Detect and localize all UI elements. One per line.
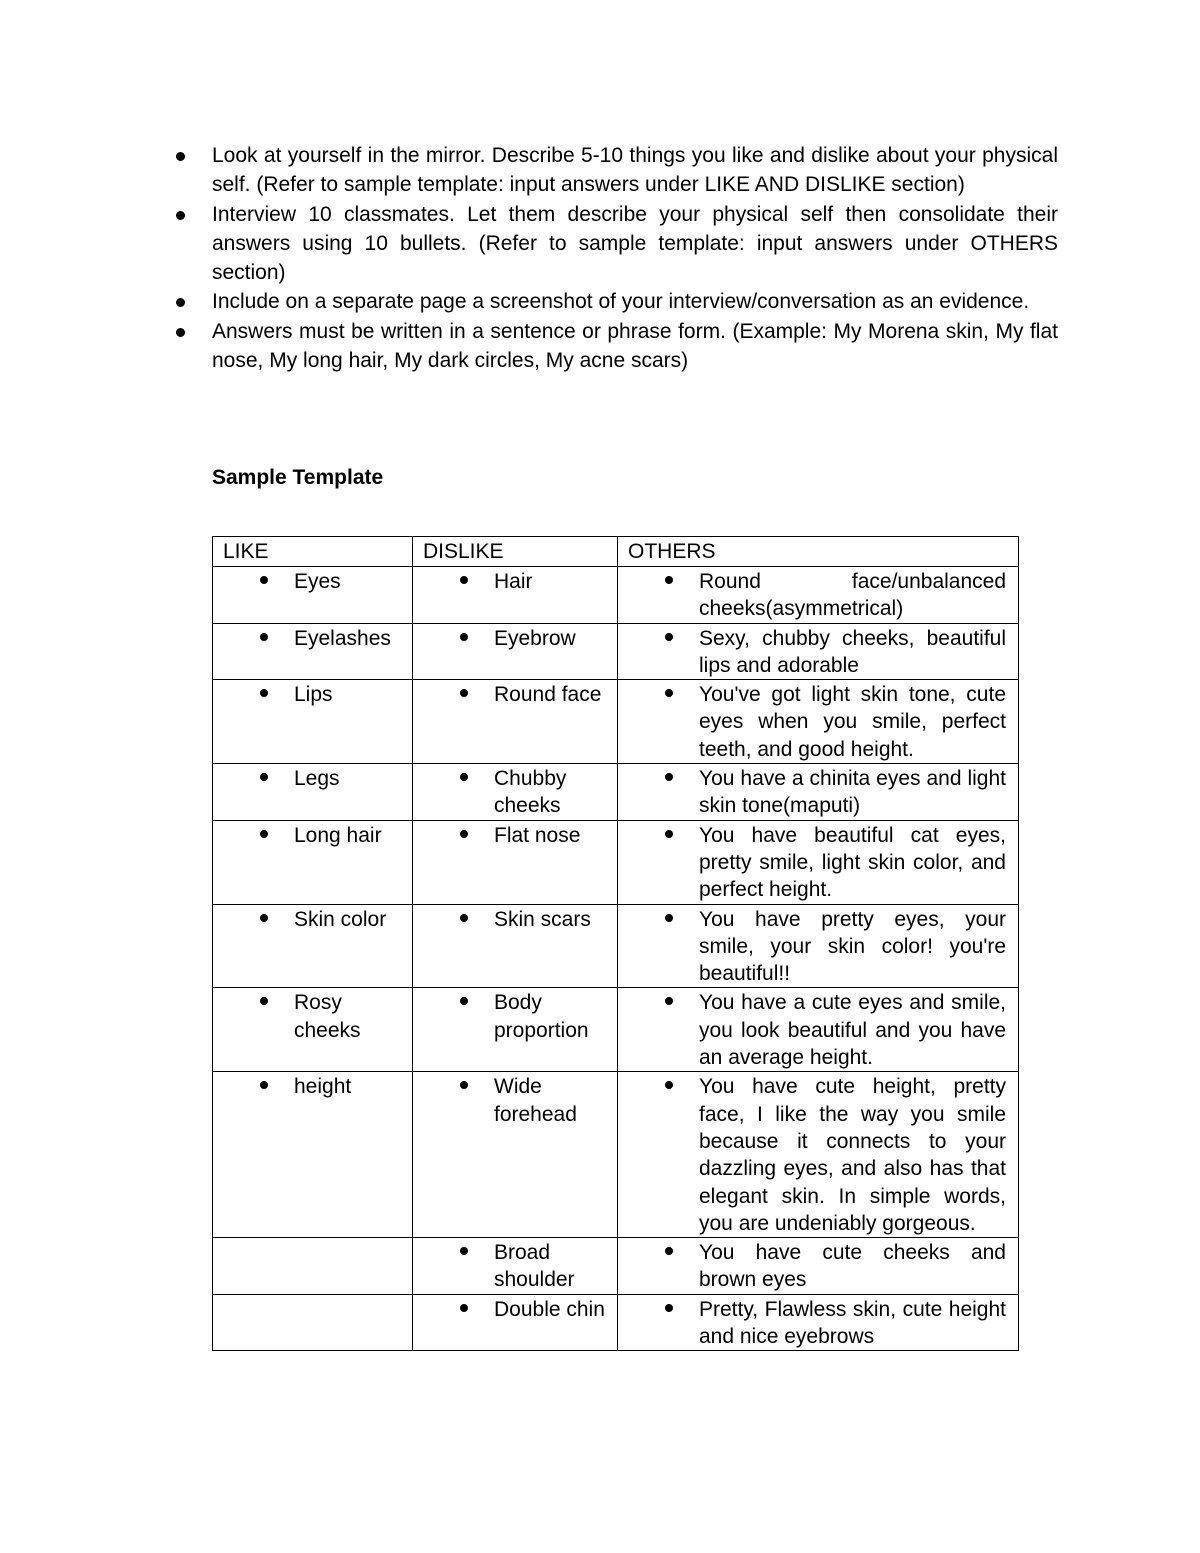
like-text: Legs <box>294 767 340 791</box>
others-item <box>618 905 1018 988</box>
dislike-item <box>413 680 617 708</box>
dislike-text: Eyebrow <box>494 626 576 650</box>
bullet-icon <box>460 576 468 584</box>
table-row <box>213 1238 1019 1295</box>
like-text: Lips <box>294 683 333 707</box>
others-item <box>618 567 1018 623</box>
table-row <box>213 904 1019 988</box>
others-item <box>618 1295 1018 1351</box>
table-row <box>213 820 1019 904</box>
bullet-icon <box>260 576 268 584</box>
table-row <box>213 623 1019 680</box>
like-item <box>213 905 412 933</box>
like-cell <box>213 1072 413 1238</box>
dislike-text: Body proportion <box>494 991 589 1042</box>
like-cell <box>213 764 413 821</box>
others-cell <box>618 567 1019 624</box>
others-item <box>618 1238 1018 1294</box>
others-item <box>618 624 1018 680</box>
table-row <box>213 1294 1019 1351</box>
like-cell <box>213 1238 413 1295</box>
bullet-icon <box>260 773 268 781</box>
bullet-icon <box>665 633 673 641</box>
like-item <box>213 1072 412 1100</box>
table-body <box>213 567 1019 1351</box>
like-text: Long hair <box>294 823 382 847</box>
table-row <box>213 680 1019 764</box>
bullet-icon <box>665 914 673 922</box>
dislike-item <box>413 567 617 595</box>
bullet-icon <box>176 211 185 220</box>
others-cell <box>618 1072 1019 1238</box>
bullet-icon <box>665 1247 673 1255</box>
bullet-icon <box>460 914 468 922</box>
others-cell <box>618 764 1019 821</box>
others-cell <box>618 820 1019 904</box>
others-item <box>618 821 1018 904</box>
dislike-text: Round face <box>494 683 602 707</box>
dislike-cell <box>413 764 618 821</box>
like-text: Eyelashes <box>294 626 391 650</box>
dislike-text: Broad shoulder <box>494 1241 575 1292</box>
like-item <box>213 988 412 1044</box>
dislike-text: Chubby cheeks <box>494 767 567 818</box>
others-text: Round face/unbalanced cheeks(asymmetrical) <box>699 570 1006 621</box>
bullet-icon <box>665 997 673 1005</box>
others-item <box>618 680 1018 763</box>
others-item <box>618 764 1018 820</box>
others-item <box>618 1072 1018 1237</box>
bullet-icon <box>665 689 673 697</box>
dislike-text: Flat nose <box>494 823 581 847</box>
bullet-icon <box>260 830 268 838</box>
dislike-cell <box>413 1238 618 1295</box>
header-others: OTHERS <box>618 537 1019 567</box>
dislike-cell <box>413 904 618 988</box>
bullet-icon <box>460 633 468 641</box>
instruction-item <box>172 141 1058 200</box>
dislike-text: Wide forehead <box>494 1075 577 1126</box>
table-header-row <box>213 537 1019 567</box>
table-row <box>213 988 1019 1072</box>
others-text: You have a cute eyes and smile, you look beautiful and you have an average height. <box>699 991 1006 1070</box>
like-cell <box>213 988 413 1072</box>
bullet-icon <box>665 576 673 584</box>
instruction-text: Look at yourself in the mirror. Describe 5-10 things you like and dislike about your physical self. (Refer to sample template: input answers under LIKE AND DISLIKE section) <box>212 144 1058 197</box>
like-cell <box>213 1294 413 1351</box>
dislike-cell <box>413 623 618 680</box>
bullet-icon <box>460 689 468 697</box>
bullet-icon <box>260 633 268 641</box>
others-text: You have pretty eyes, your smile, your skin color! you're beautiful!! <box>699 907 1006 986</box>
bullet-icon <box>460 1304 468 1312</box>
table-row <box>213 567 1019 624</box>
table-row <box>213 1072 1019 1238</box>
bullet-icon <box>665 773 673 781</box>
others-cell <box>618 680 1019 764</box>
like-text: height <box>294 1075 352 1099</box>
sample-template-heading: Sample Template <box>212 466 384 489</box>
bullet-icon <box>460 1081 468 1089</box>
like-cell <box>213 680 413 764</box>
header-dislike: DISLIKE <box>413 537 618 567</box>
instruction-item <box>172 287 1058 316</box>
others-cell <box>618 1238 1019 1295</box>
header-like: LIKE <box>213 537 413 567</box>
bullet-icon <box>260 914 268 922</box>
like-item <box>213 624 412 652</box>
dislike-item <box>413 988 617 1044</box>
sample-template-table <box>212 536 1019 1351</box>
like-text: Rosy cheeks <box>294 991 361 1042</box>
table-row <box>213 764 1019 821</box>
like-cell <box>213 567 413 624</box>
bullet-icon <box>460 830 468 838</box>
others-text: Pretty, Flawless skin, cute height and nice eyebrows <box>699 1297 1006 1349</box>
like-item <box>213 764 412 792</box>
dislike-cell <box>413 680 618 764</box>
like-cell <box>213 623 413 680</box>
bullet-icon <box>176 298 185 307</box>
dislike-text: Skin scars <box>494 907 591 931</box>
dislike-cell <box>413 1294 618 1351</box>
others-text: You've got light skin tone, cute eyes when you smile, perfect teeth, and good height. <box>699 683 1006 761</box>
bullet-icon <box>665 830 673 838</box>
bullet-icon <box>260 689 268 697</box>
like-cell <box>213 904 413 988</box>
instructions-list <box>172 141 1058 375</box>
bullet-icon <box>176 152 185 161</box>
like-cell <box>213 820 413 904</box>
dislike-item <box>413 1295 617 1323</box>
others-text: You have beautiful cat eyes, pretty smile, light skin color, and perfect height. <box>699 823 1006 902</box>
others-cell <box>618 904 1019 988</box>
dislike-text: Double chin <box>494 1297 605 1321</box>
dislike-item <box>413 764 617 820</box>
others-cell <box>618 988 1019 1072</box>
like-text: Skin color <box>294 907 387 931</box>
others-cell <box>618 623 1019 680</box>
dislike-item <box>413 905 617 933</box>
dislike-cell <box>413 1072 618 1238</box>
others-cell <box>618 1294 1019 1351</box>
others-text: You have cute cheeks and brown eyes <box>699 1241 1006 1292</box>
bullet-icon <box>460 1247 468 1255</box>
like-item <box>213 821 412 849</box>
bullet-icon <box>460 997 468 1005</box>
bullet-icon <box>176 328 185 337</box>
dislike-item <box>413 1238 617 1294</box>
dislike-item <box>413 1072 617 1128</box>
like-item <box>213 680 412 708</box>
bullet-icon <box>460 773 468 781</box>
instruction-text: Answers must be written in a sentence or phrase form. (Example: My Morena skin, My flat nose, My long hair, My dark circles, My acne scars) <box>212 319 1058 373</box>
dislike-cell <box>413 820 618 904</box>
others-text: Sexy, chubby cheeks, beautiful lips and adorable <box>699 626 1006 677</box>
dislike-item <box>413 821 617 849</box>
others-text: You have a chinita eyes and light skin tone(maputi) <box>699 767 1006 818</box>
dislike-item <box>413 624 617 652</box>
like-item <box>213 567 412 595</box>
instruction-text: Include on a separate page a screenshot of your interview/conversation as an evidence. <box>212 290 1030 314</box>
instruction-item <box>172 317 1058 376</box>
instruction-item <box>172 200 1058 288</box>
others-text: You have cute height, pretty face, I like the way you smile because it connects to your dazzling eyes, and also has that elegant skin. In simple words, you are undeniably gorgeous. <box>699 1075 1006 1235</box>
bullet-icon <box>665 1304 673 1312</box>
dislike-cell <box>413 988 618 1072</box>
instruction-text: Interview 10 classmates. Let them describe your physical self then consolidate their answers using 10 bullets. (Refer to sample template: input answers under OTHERS section) <box>212 202 1058 285</box>
bullet-icon <box>260 997 268 1005</box>
bullet-icon <box>260 1081 268 1089</box>
dislike-text: Hair <box>494 570 533 593</box>
bullet-icon <box>665 1081 673 1089</box>
like-text: Eyes <box>294 570 341 593</box>
others-item <box>618 988 1018 1071</box>
dislike-cell <box>413 567 618 624</box>
